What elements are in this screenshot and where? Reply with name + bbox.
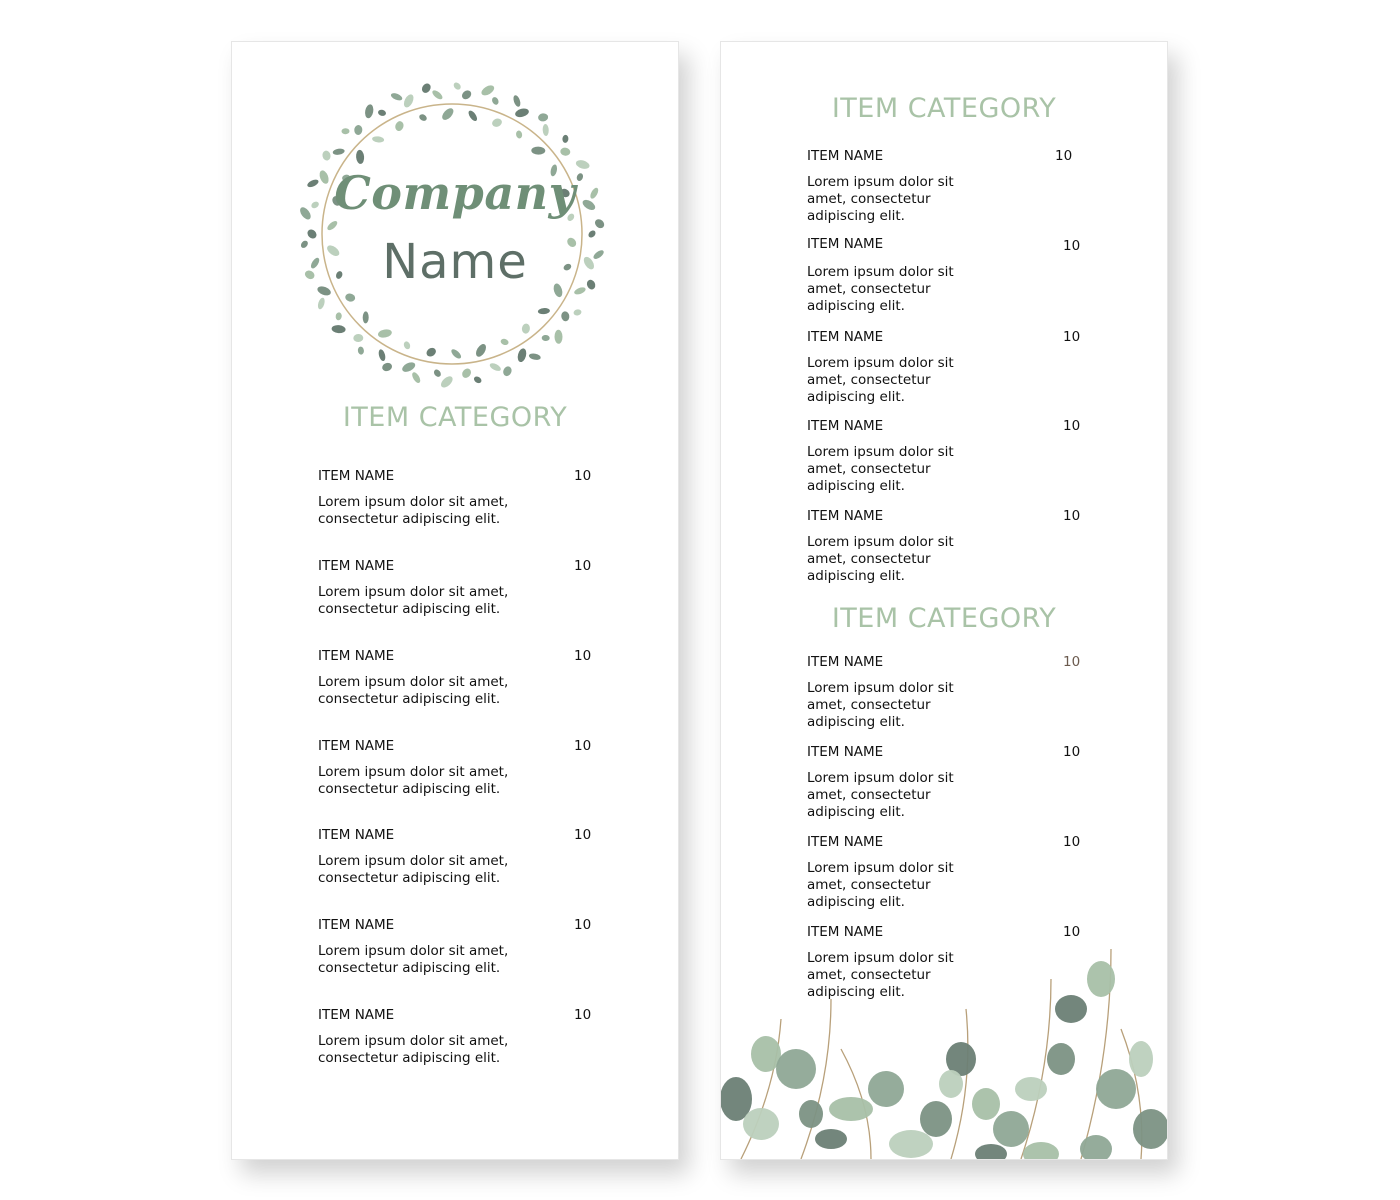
- foliage-leaf: [972, 1088, 1000, 1120]
- wreath-leaf: [356, 150, 365, 165]
- foliage-leaf: [868, 1071, 904, 1107]
- item-description: Lorem ipsum dolor sit amet, consectetur adipiscing elit.: [807, 264, 954, 314]
- item-price: 10: [574, 738, 592, 754]
- item-price: 10: [1063, 834, 1081, 850]
- wreath-leaf: [521, 323, 530, 334]
- wreath-leaf: [364, 104, 375, 119]
- foliage-leaf: [799, 1100, 823, 1128]
- item-description: Lorem ipsum dolor sit amet, consectetur adipiscing elit.: [807, 950, 954, 1000]
- foliage-leaf: [1055, 995, 1087, 1023]
- wreath-leaf: [491, 96, 500, 106]
- item-description: Lorem ipsum dolor sit amet, consectetur adipiscing elit.: [807, 355, 954, 405]
- category-title: ITEM CATEGORY: [831, 603, 1057, 634]
- item-name: ITEM NAME: [807, 924, 884, 940]
- item-price: 10: [1063, 508, 1081, 524]
- foliage-leaf: [889, 1130, 933, 1158]
- wreath-leaf: [378, 349, 387, 362]
- wreath-leaf: [560, 147, 571, 156]
- wreath-leaf: [450, 348, 463, 361]
- item-name: ITEM NAME: [807, 508, 884, 524]
- wreath-leaf: [403, 340, 412, 350]
- item-name: ITEM NAME: [807, 148, 884, 164]
- item-price: 10: [1055, 148, 1073, 164]
- item-description: Lorem ipsum dolor sit amet, consectetur adipiscing elit.: [318, 584, 509, 617]
- wreath-leaf: [363, 311, 369, 323]
- wreath-leaf: [515, 130, 522, 139]
- wreath-leaf: [401, 360, 417, 373]
- item-price: 10: [574, 917, 592, 933]
- wreath-leaf: [377, 328, 392, 339]
- item-name: ITEM NAME: [318, 738, 395, 754]
- wreath-leaf: [344, 293, 356, 303]
- item-name: ITEM NAME: [318, 1007, 395, 1023]
- company-name-line2: Name: [382, 234, 528, 290]
- wreath-leaf: [357, 346, 364, 355]
- item-description: Lorem ipsum dolor sit amet, consectetur adipiscing elit.: [318, 943, 509, 976]
- item-price: 10: [1063, 418, 1081, 434]
- foliage-leaf: [993, 1111, 1029, 1147]
- item-description: Lorem ipsum dolor sit amet, consectetur adipiscing elit.: [318, 853, 509, 886]
- wreath-leaf: [331, 325, 346, 334]
- menu-page-right: [720, 41, 1168, 1160]
- foliage-leaf: [829, 1097, 873, 1121]
- wreath-leaf: [321, 150, 331, 162]
- wreath-leaf: [473, 375, 483, 385]
- item-name: ITEM NAME: [318, 827, 395, 843]
- item-description: Lorem ipsum dolor sit amet, consectetur adipiscing elit.: [318, 494, 509, 527]
- wreath-leaf: [332, 148, 345, 156]
- wreath-leaf: [411, 371, 422, 384]
- wreath-leaf: [353, 334, 363, 343]
- foliage-leaf: [920, 1101, 952, 1137]
- wreath-leaf: [573, 309, 582, 317]
- wreath-leaf: [460, 89, 473, 102]
- foliage-leaf: [776, 1049, 816, 1089]
- item-name: ITEM NAME: [807, 744, 884, 760]
- item-name: ITEM NAME: [318, 558, 395, 574]
- item-name: ITEM NAME: [807, 236, 884, 252]
- category-title: ITEM CATEGORY: [831, 93, 1057, 124]
- wreath-leaf: [474, 342, 488, 358]
- item-description: Lorem ipsum dolor sit amet, consectetur adipiscing elit.: [318, 764, 509, 797]
- item-name: ITEM NAME: [807, 418, 884, 434]
- wreath-leaf: [460, 367, 473, 380]
- item-description: Lorem ipsum dolor sit amet, consectetur adipiscing elit.: [807, 680, 954, 730]
- item-name: ITEM NAME: [318, 648, 395, 664]
- wreath-leaf: [516, 347, 527, 363]
- wreath-leaf: [390, 92, 403, 102]
- item-price: 10: [1063, 654, 1081, 670]
- wreath-leaf: [538, 113, 549, 122]
- wreath-leaf: [502, 365, 513, 377]
- foliage-leaf: [1015, 1077, 1047, 1101]
- wreath-leaf: [480, 83, 496, 97]
- item-price: 10: [574, 648, 592, 664]
- wreath-leaf: [440, 106, 455, 122]
- item-description: Lorem ipsum dolor sit amet, consectetur adipiscing elit.: [807, 444, 954, 494]
- wreath-leaf: [372, 136, 385, 143]
- foliage-leaf: [1080, 1135, 1112, 1159]
- wreath-leaf: [561, 311, 570, 322]
- foliage-leaf: [1129, 1041, 1153, 1077]
- item-price: 10: [1063, 238, 1081, 254]
- item-name: ITEM NAME: [807, 329, 884, 345]
- wreath-leaf: [377, 109, 386, 117]
- foliage-leaf: [815, 1129, 847, 1149]
- foliage-leaf: [1133, 1109, 1167, 1149]
- wreath-leaf: [433, 368, 443, 378]
- wreath-leaf: [491, 117, 503, 128]
- wreath-leaf: [381, 362, 393, 373]
- wreath-leaf: [431, 89, 444, 101]
- item-price: 10: [1063, 924, 1081, 940]
- item-name: ITEM NAME: [318, 468, 395, 484]
- foliage-leaf: [1047, 1043, 1075, 1075]
- item-price: 10: [574, 468, 592, 484]
- wreath-leaf: [425, 346, 438, 358]
- wreath-leaf: [354, 125, 363, 135]
- wreath-leaf: [418, 113, 428, 122]
- item-price: 10: [574, 827, 592, 843]
- wreath-leaf: [452, 81, 462, 91]
- wreath-leaf: [467, 109, 479, 122]
- foliage-leaf: [743, 1108, 779, 1140]
- item-description: Lorem ipsum dolor sit amet, consectetur adipiscing elit.: [318, 674, 509, 707]
- foliage-leaf: [975, 1144, 1007, 1159]
- wreath-leaf: [317, 297, 326, 310]
- foliage-leaf: [1087, 961, 1115, 997]
- wreath-leaf: [394, 120, 405, 132]
- item-description: Lorem ipsum dolor sit amet, consectetur adipiscing elit.: [807, 860, 954, 910]
- company-name-line1: Company: [334, 166, 576, 220]
- item-price: 10: [1063, 329, 1081, 345]
- item-price: 10: [574, 558, 592, 574]
- foliage-leaf: [1023, 1142, 1059, 1159]
- wreath-leaf: [538, 308, 550, 315]
- item-description: Lorem ipsum dolor sit amet, consectetur adipiscing elit.: [807, 770, 954, 820]
- item-description: Lorem ipsum dolor sit amet, consectetur adipiscing elit.: [318, 1033, 509, 1066]
- wreath-leaf: [402, 93, 415, 109]
- item-name: ITEM NAME: [318, 917, 395, 933]
- wreath-leaf: [420, 82, 432, 95]
- item-name: ITEM NAME: [807, 834, 884, 850]
- wreath-leaf: [326, 219, 339, 231]
- foliage-leaf: [1096, 1069, 1136, 1109]
- menu-page-left: [231, 41, 679, 1160]
- item-description: Lorem ipsum dolor sit amet, consectetur adipiscing elit.: [807, 534, 954, 584]
- category-title: ITEM CATEGORY: [342, 402, 568, 433]
- wreath-leaf: [341, 128, 349, 134]
- wreath-leaf: [335, 312, 342, 321]
- wreath-leaf: [489, 362, 502, 373]
- wreath-leaf: [500, 338, 510, 346]
- wreath-leaf: [554, 330, 562, 344]
- wreath-leaf: [562, 135, 569, 143]
- foliage-leaf: [939, 1070, 963, 1098]
- wreath-leaf: [531, 146, 545, 154]
- item-description: Lorem ipsum dolor sit amet, consectetur adipiscing elit.: [807, 174, 954, 224]
- wreath-leaf: [528, 353, 541, 361]
- item-price: 10: [1063, 744, 1081, 760]
- item-name: ITEM NAME: [807, 654, 884, 670]
- wreath-leaf: [542, 335, 550, 341]
- wreath-leaf: [439, 374, 455, 389]
- wreath-leaf: [514, 107, 530, 118]
- item-price: 10: [574, 1007, 592, 1023]
- wreath-leaf: [542, 124, 549, 136]
- wreath-leaf: [512, 94, 522, 107]
